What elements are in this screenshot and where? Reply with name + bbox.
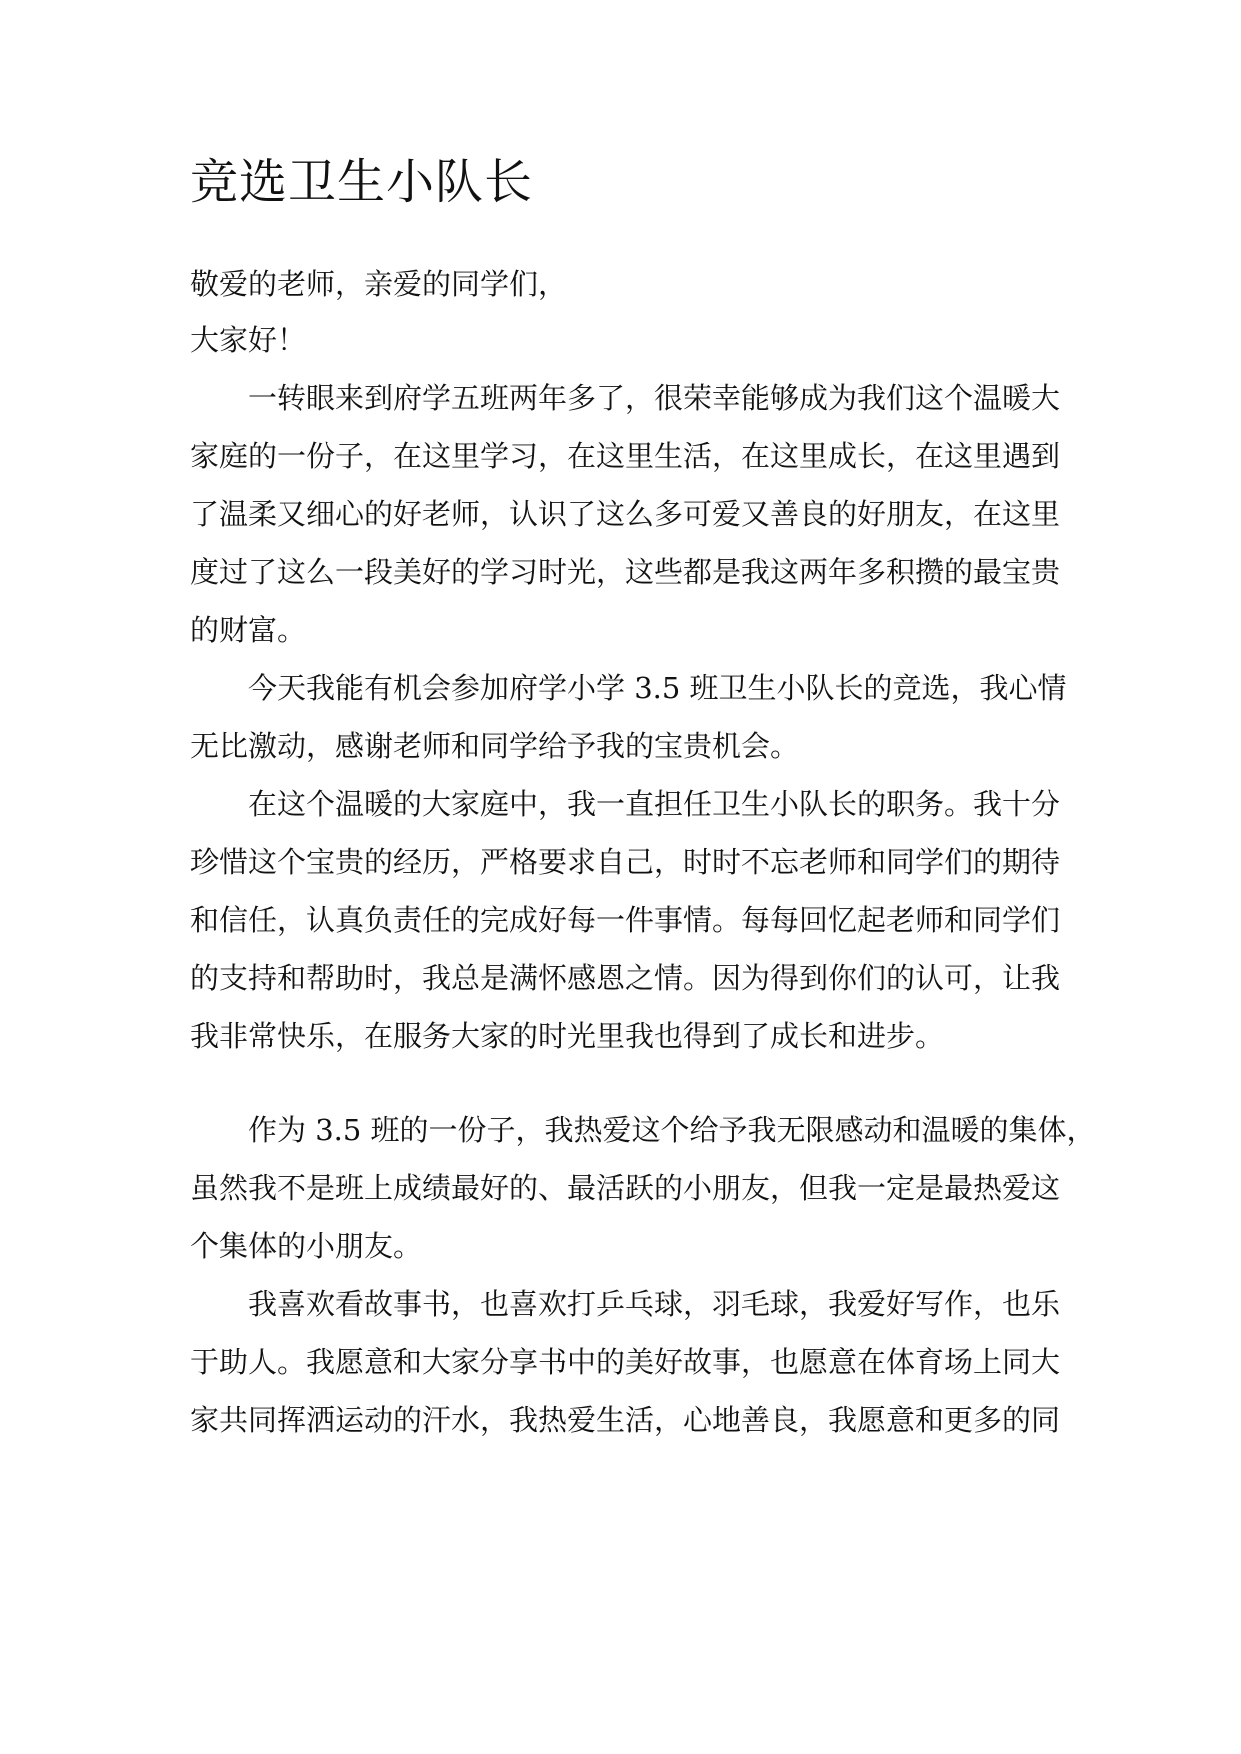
paragraph-1-line: 了温柔又细心的好老师，认识了这么多可爱又善良的好朋友，在这里 <box>190 497 1061 531</box>
paragraph-1-line: 度过了这么一段美好的学习时光，这些都是我这两年多积攒的最宝贵 <box>190 555 1061 589</box>
paragraph-2-line: 无比激动，感谢老师和同学给予我的宝贵机会。 <box>190 729 800 763</box>
paragraph-4-line: 个集体的小朋友。 <box>190 1229 423 1263</box>
paragraph-4-line: 虽然我不是班上成绩最好的、最活跃的小朋友，但我一定是最热爱这 <box>190 1171 1061 1205</box>
greeting-line: 敬爱的老师，亲爱的同学们， <box>190 267 568 301</box>
paragraph-3-line: 珍惜这个宝贵的经历，严格要求自己，时时不忘老师和同学们的期待 <box>190 845 1061 879</box>
paragraph-1-line: 家庭的一份子，在这里学习，在这里生活，在这里成长，在这里遇到 <box>190 439 1061 473</box>
paragraph-3-line: 的支持和帮助时，我总是满怀感恩之情。因为得到你们的认可，让我 <box>190 961 1061 995</box>
paragraph-2-line: 今天我能有机会参加府学小学 3.5 班卫生小队长的竞选，我心情 <box>248 671 1067 705</box>
paragraph-1-line: 一转眼来到府学五班两年多了，很荣幸能够成为我们这个温暖大 <box>248 381 1061 415</box>
paragraph-5-line: 我喜欢看故事书，也喜欢打乒乓球，羽毛球，我爱好写作，也乐 <box>248 1287 1061 1321</box>
paragraph-5-line: 家共同挥洒运动的汗水，我热爱生活，心地善良，我愿意和更多的同 <box>190 1403 1061 1437</box>
greeting-line: 大家好！ <box>190 323 307 357</box>
paragraph-4-line: 作为 3.5 班的一份子，我热爱这个给予我无限感动和温暖的集体， <box>248 1113 1096 1147</box>
paragraph-1-line: 的财富。 <box>190 613 307 647</box>
paragraph-5-line: 于助人。我愿意和大家分享书中的美好故事，也愿意在体育场上同大 <box>190 1345 1061 1379</box>
paragraph-3-line: 我非常快乐，在服务大家的时光里我也得到了成长和进步。 <box>190 1019 945 1053</box>
document-title: 竞选卫生小队长 <box>190 154 534 210</box>
paragraph-3-line: 在这个温暖的大家庭中，我一直担任卫生小队长的职务。我十分 <box>248 787 1061 821</box>
paragraph-3-line: 和信任，认真负责任的完成好每一件事情。每每回忆起老师和同学们 <box>190 903 1061 937</box>
